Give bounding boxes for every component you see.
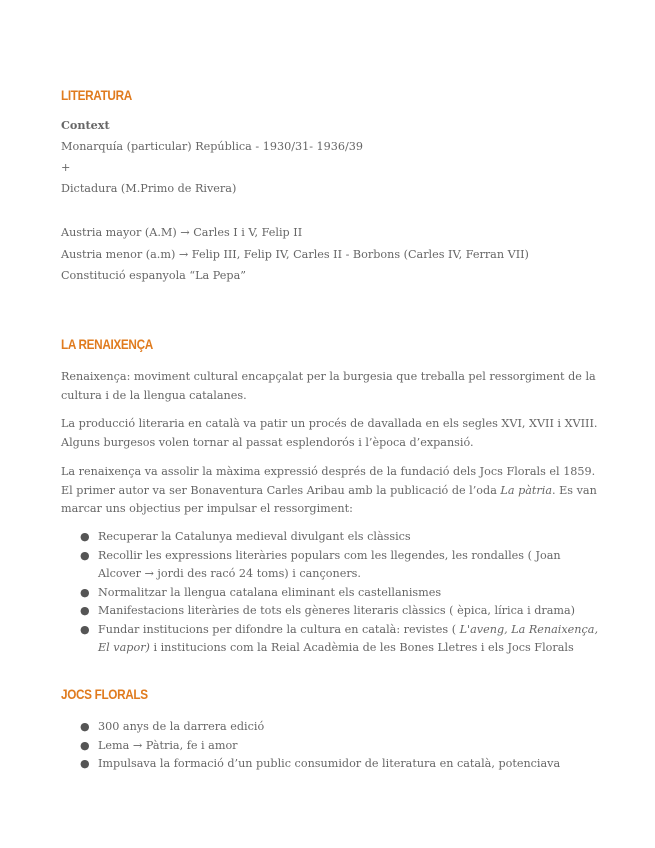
list-item	[61, 621, 601, 658]
bullet-icon: ●	[80, 530, 90, 543]
text-line: Monarquía (particular) República - 1930/31- 1936/39	[61, 140, 364, 153]
list-item	[61, 528, 601, 547]
list-item	[61, 602, 601, 621]
list-item	[61, 584, 601, 603]
text-line: Dictadura (M.Primo de Rivera)	[61, 182, 237, 195]
jocs-florals-list	[61, 718, 601, 774]
paragraph-text: . Es van marcar uns objectius per impulsar el ressorgiment:	[61, 483, 597, 515]
list-item-text: Recollir les expressions literàries populars com les llegendes, les rondalles ( Joan Alcover → jordi des racó 24 toms) i cançoners.	[98, 548, 561, 580]
list-item-text: Recuperar la Catalunya medieval divulgant els clàssics	[98, 530, 411, 543]
paragraph-text: La renaixença va assolir la màxima expressió després de la fundació dels Jocs Florals el 1859. El primer autor va ser Bonaventura Carles Aribau amb la publicació de l’oda	[61, 465, 596, 497]
heading-literatura: LITERATURA	[61, 87, 132, 103]
heading-jocs-florals: JOCS FLORALS	[61, 686, 148, 702]
list-item	[61, 737, 601, 756]
italic-title: La pàtria	[500, 483, 553, 497]
objectives-list	[61, 528, 601, 658]
list-item-text: Impulsava la formació d’un public consumidor de literatura en català, potenciava	[98, 757, 561, 770]
text-line: Constitució espanyola “La Pepa”	[61, 269, 246, 282]
bullet-icon: ●	[80, 622, 90, 636]
bullet-icon: ●	[80, 548, 90, 562]
list-item	[61, 718, 601, 737]
bullet-icon: ●	[80, 738, 90, 752]
list-item-text: 300 anys de la darrera edició	[98, 720, 265, 733]
bullet-icon: ●	[80, 604, 90, 617]
list-item-text: i institucions com la Reial Acadèmia de les Bones Lletres i els Jocs Florals	[149, 641, 574, 654]
italic-titles: L'aveng, La Renaixença, El vapor)	[98, 622, 598, 654]
paragraph: Renaixença: moviment cultural encapçalat per la burgesia que treballa pel ressorgiment de la cultura i de la llengua catalanes.	[61, 370, 596, 402]
list-item	[61, 547, 601, 584]
context-label: Context	[61, 118, 110, 132]
text-line: +	[61, 161, 71, 174]
text-line: Austria menor (a.m) → Felip III, Felip IV, Carles II - Borbons (Carles IV, Ferran VII)	[61, 248, 529, 261]
list-item	[61, 755, 601, 774]
paragraph	[61, 463, 601, 519]
list-item-text: Lema → Pàtria, fe i amor	[98, 738, 238, 752]
list-item-text: Manifestacions literàries de tots els gèneres literaris clàssics ( èpica, lírica i drama)	[98, 604, 576, 617]
bullet-icon: ●	[80, 720, 90, 733]
text-line: Austria mayor (A.M) → Carles I i V, Felip II	[61, 226, 303, 239]
bullet-icon: ●	[80, 585, 90, 599]
paragraph: La producció literaria en català va patir un procés de davallada en els segles XVI, XVII i XVIII. Alguns burgesos volen tornar al passat esplendorós i l’època d’expansió.	[61, 417, 598, 449]
list-item-text: Fundar institucions per difondre la cultura en català: revistes (	[98, 622, 460, 636]
bullet-icon: ●	[80, 757, 90, 770]
heading-renaixenca: LA RENAIXENÇA	[61, 336, 153, 352]
list-item-text: Normalitzar la llengua catalana eliminant els castellanismes	[98, 585, 442, 599]
